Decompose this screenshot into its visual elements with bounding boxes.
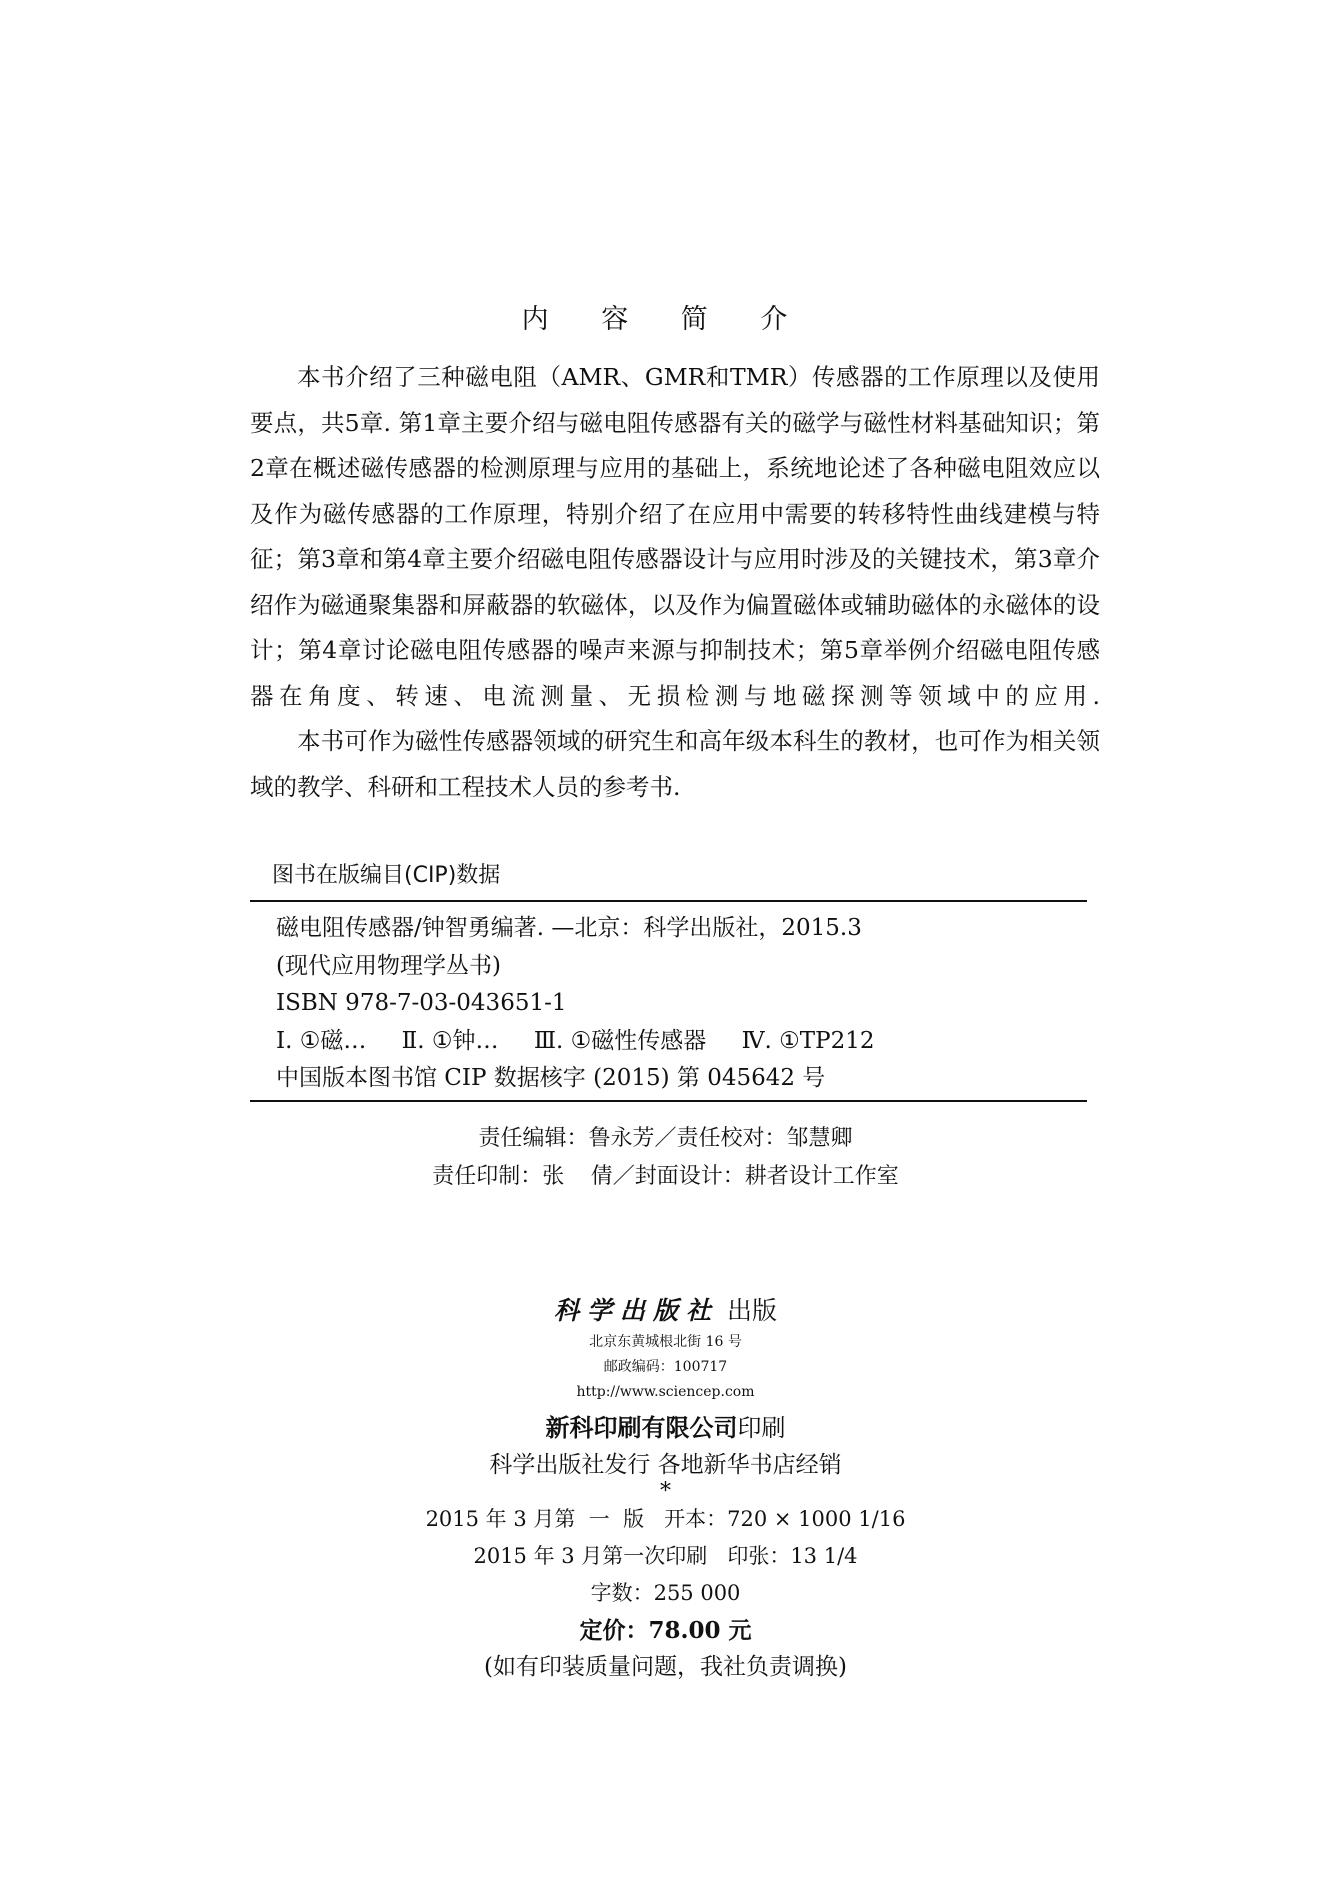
distribution-line: 科学出版社发行 各地新华书店经销	[489, 1452, 842, 1478]
cip-bottom-rule	[250, 1100, 1087, 1102]
intro-body	[250, 355, 1100, 810]
intro-paragraph: 本书可作为磁性传感器领域的研究生和高年级本科生的教材，也可作为相关领域的教学、科研和工程技术人员的参考书.	[250, 727, 1100, 801]
staff-line-production: 责任印制：张 倩／封面设计：耕者设计工作室	[432, 1164, 899, 1189]
cip-record-number: 中国版本图书馆 CIP 数据核字 (2015) 第 045642 号	[276, 1065, 826, 1091]
cip-title-line: 磁电阻传感器/钟智勇编著. —北京：科学出版社，2015.3	[276, 915, 862, 941]
publisher-logo-text: 科学出版社	[554, 1296, 720, 1325]
exchange-note: (如有印装质量问题，我社负责调换)	[484, 1654, 847, 1680]
publisher-suffix: 出版	[726, 1296, 777, 1325]
intro-paragraph: 本书介绍了三种磁电阻（AMR、GMR和TMR）传感器的工作原理以及使用要点，共5章. 第1章主要介绍与磁电阻传感器有关的磁学与磁性材料基础知识；第2章在概述磁传感器的检测原理与应用的基础上，系统地论述了各种磁电阻效应以及作为磁传感器的工作原理，特别介绍了在应用中需要的转移特性曲线建模与特征；第3章和第4章主要介绍磁电阻传感器设计与应用时涉及的关键技术，第3章介绍作为磁通聚集器和屏蔽器的软磁体，以及作为偏置磁体或辅助磁体的永磁体的设计；第4章讨论磁电阻传感器的噪声来源与抑制技术；第5章举例介绍磁电阻传感器在角度、转速、电流测量、无损检测与地磁探测等领域中的应用.	[250, 363, 1100, 710]
edition-line: 2015 年 3 月第 一 版 开本：720 × 1000 1/16	[425, 1507, 906, 1531]
cip-classification-item: Ⅱ. ①钟…	[401, 1027, 499, 1054]
cip-record-block	[276, 910, 875, 1098]
intro-title: 内 容 简 介	[521, 304, 810, 335]
publisher-url: http://www.sciencep.com	[576, 1384, 755, 1400]
publisher-line	[0, 1292, 1331, 1330]
cip-heading: 图书在版编目(CIP)数据	[272, 863, 501, 888]
publisher-postcode: 邮政编码：100717	[603, 1359, 728, 1375]
cip-classification-item: Ⅰ. ①磁…	[276, 1027, 367, 1054]
cip-classification-item: Ⅳ. ①TP212	[741, 1027, 875, 1054]
separator-star: *	[660, 1479, 671, 1504]
printing-line: 2015 年 3 月第一次印刷 印张：13 1/4	[473, 1544, 858, 1568]
printer-name: 新科印刷有限公司	[545, 1414, 738, 1442]
staff-credits	[0, 1120, 1331, 1196]
imprint-block	[0, 1292, 1331, 1686]
cip-classification-line	[276, 1023, 875, 1061]
printer-suffix: 印刷	[737, 1414, 786, 1442]
printer-line	[0, 1409, 1331, 1447]
cip-series-line: (现代应用物理学丛书)	[276, 952, 501, 979]
publisher-address: 北京东黄城根北街 16 号	[589, 1334, 742, 1350]
word-count-line: 字数：255 000	[590, 1581, 741, 1605]
staff-line-editors: 责任编辑：鲁永芳／责任校对：邹慧卿	[478, 1126, 853, 1151]
cip-isbn-line: ISBN 978-7-03-043651-1	[276, 990, 567, 1016]
cip-top-rule	[250, 900, 1087, 902]
cip-classification-item: Ⅲ. ①磁性传感器	[533, 1027, 707, 1054]
price-line: 定价：78.00 元	[579, 1617, 752, 1644]
